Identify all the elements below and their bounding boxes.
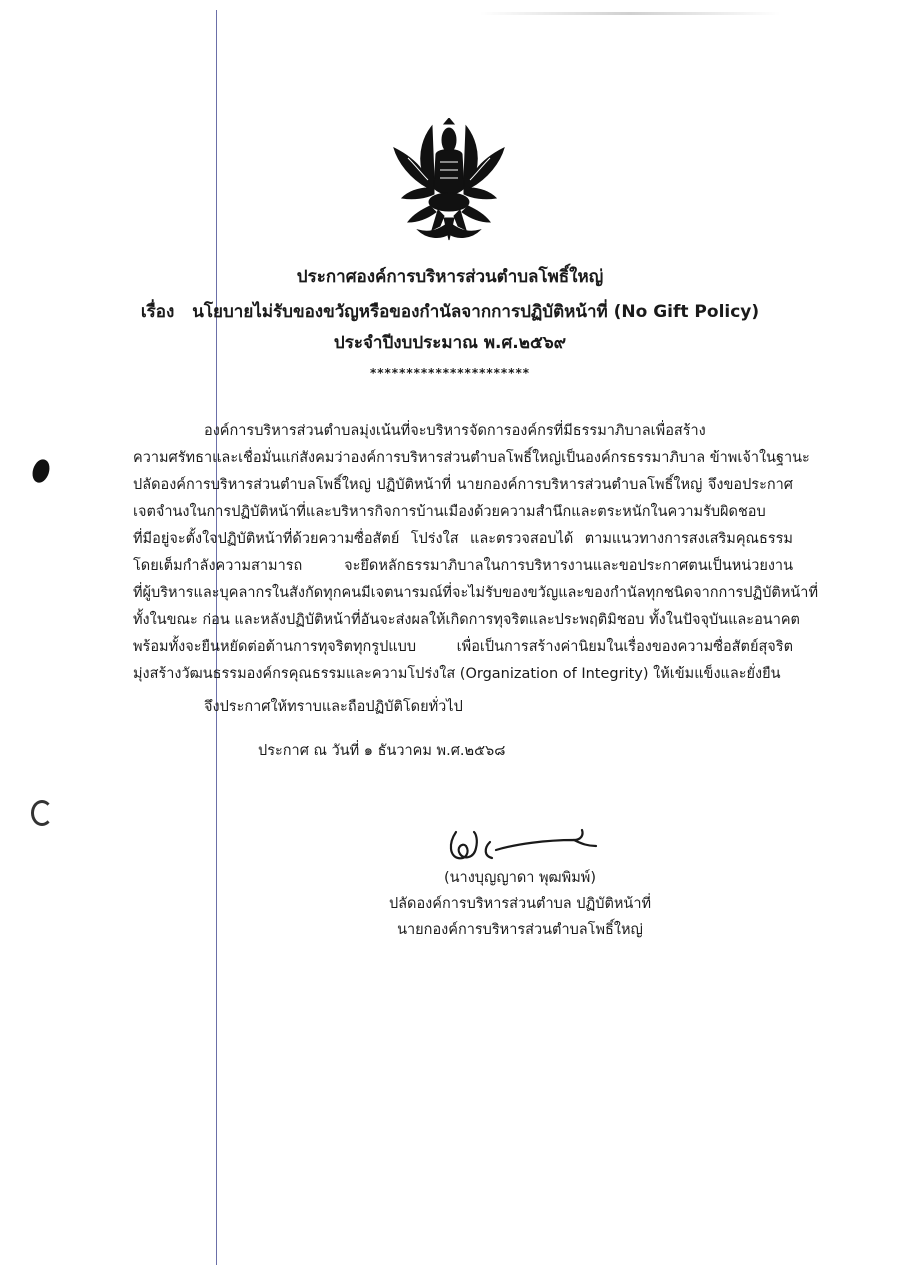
body-line: ที่มีอยู่จะตั้งใจปฏิบัติหน้าที่ด้วยความซื่อสัตย์ โปร่งใส และตรวจสอบได้ ตามแนวทางการสงเสริมคุณธรรม — [133, 531, 793, 547]
body-line: องค์การบริหารส่วนตำบลมุ่งเน้นที่จะบริหารจัดการองค์กรที่มีธรรมาภิบาลเพื่อสร้าง — [204, 423, 706, 439]
punch-hole-mark — [30, 457, 53, 485]
body-line: เจตจำนงในการปฏิบัติหน้าที่และบริหารกิจการบ้านเมืองด้วยความสำนึกและตระหนักในความรับผิดชอบ — [133, 504, 766, 520]
signatory-position: ปลัดองค์การบริหารส่วนตำบล ปฏิบัติหน้าที่ — [388, 896, 652, 912]
handwritten-signature — [446, 822, 602, 868]
body-line: พร้อมทั้งจะยืนหยัดต่อต้านการทุจริตทุกรูปแบบ เพื่อเป็นการสร้างค่านิยมในเรื่องของความซื่อสัตย์สุจริต — [133, 639, 793, 655]
subject-label: เรื่อง — [140, 302, 175, 322]
scan-smudge — [480, 12, 780, 15]
closing-statement: จึงประกาศให้ทราบและถือปฏิบัติโดยทั่วไป — [204, 699, 463, 715]
signatory-name: (นางบุญญาดา พุฒพิมพ์) — [443, 870, 596, 886]
body-line: ที่ผู้บริหารและบุคลากรในสังกัดทุกคนมีเจตนารมณ์ที่จะไม่รับของขวัญและของกำนัลทุกชนิดจากการปฏิบัติหน้าที่ — [133, 585, 818, 601]
signature-block — [370, 865, 670, 943]
announcement-date: ประกาศ ณ วันที่ ๑ ธันวาคม พ.ศ.๒๕๖๘ — [258, 743, 506, 759]
body-line: ปลัดองค์การบริหารส่วนตำบลโพธิ์ใหญ่ ปฏิบัติหน้าที่ นายกองค์การบริหารส่วนตำบลโพธิ์ใหญ่ จึงขอประกาศ — [133, 477, 793, 493]
subject-text: นโยบายไม่รับของขวัญหรือของกำนัลจากการปฏิบัติหน้าที่ (No Gift Policy) — [192, 302, 760, 322]
body-line: มุ่งสร้างวัฒนธรรมองค์กรคุณธรรมและความโปร่งใส (Organization of Integrity) ให้เข้มแข็งและยั่งยืน — [133, 666, 781, 682]
announcement-subject — [0, 301, 900, 323]
signatory-acting-position: นายกองค์การบริหารส่วนตำบลโพธิ์ใหญ่ — [397, 922, 643, 938]
body-line: ทั้งในขณะ ก่อน และหลังปฏิบัติหน้าที่อันจะส่งผลให้เกิดการทุจริตและประพฤติมิชอบ ทั้งในปัจจุบันและอนาคต — [133, 612, 800, 628]
separator-line: ********************** — [369, 366, 531, 380]
punch-hole-arc — [31, 800, 53, 826]
fiscal-year-line: ประจำปีงบประมาณ พ.ศ.๒๕๖๙ — [333, 333, 567, 353]
garuda-emblem-icon — [388, 118, 510, 244]
body-line: โดยเต็มกำลังความสามารถ จะยึดหลักธรรมาภิบาลในการบริหารงานและขอประกาศตนเป็นหน่วยงาน — [133, 558, 793, 574]
announcement-title: ประกาศองค์การบริหารส่วนตำบลโพธิ์ใหญ่ — [296, 267, 604, 287]
body-line: ความศรัทธาและเชื่อมั่นแก่สังคมว่าองค์การบริหารส่วนตำบลโพธิ์ใหญ่เป็นองค์กรธรรมาภิบาล ข้าพเจ้าในฐานะ — [133, 450, 810, 466]
